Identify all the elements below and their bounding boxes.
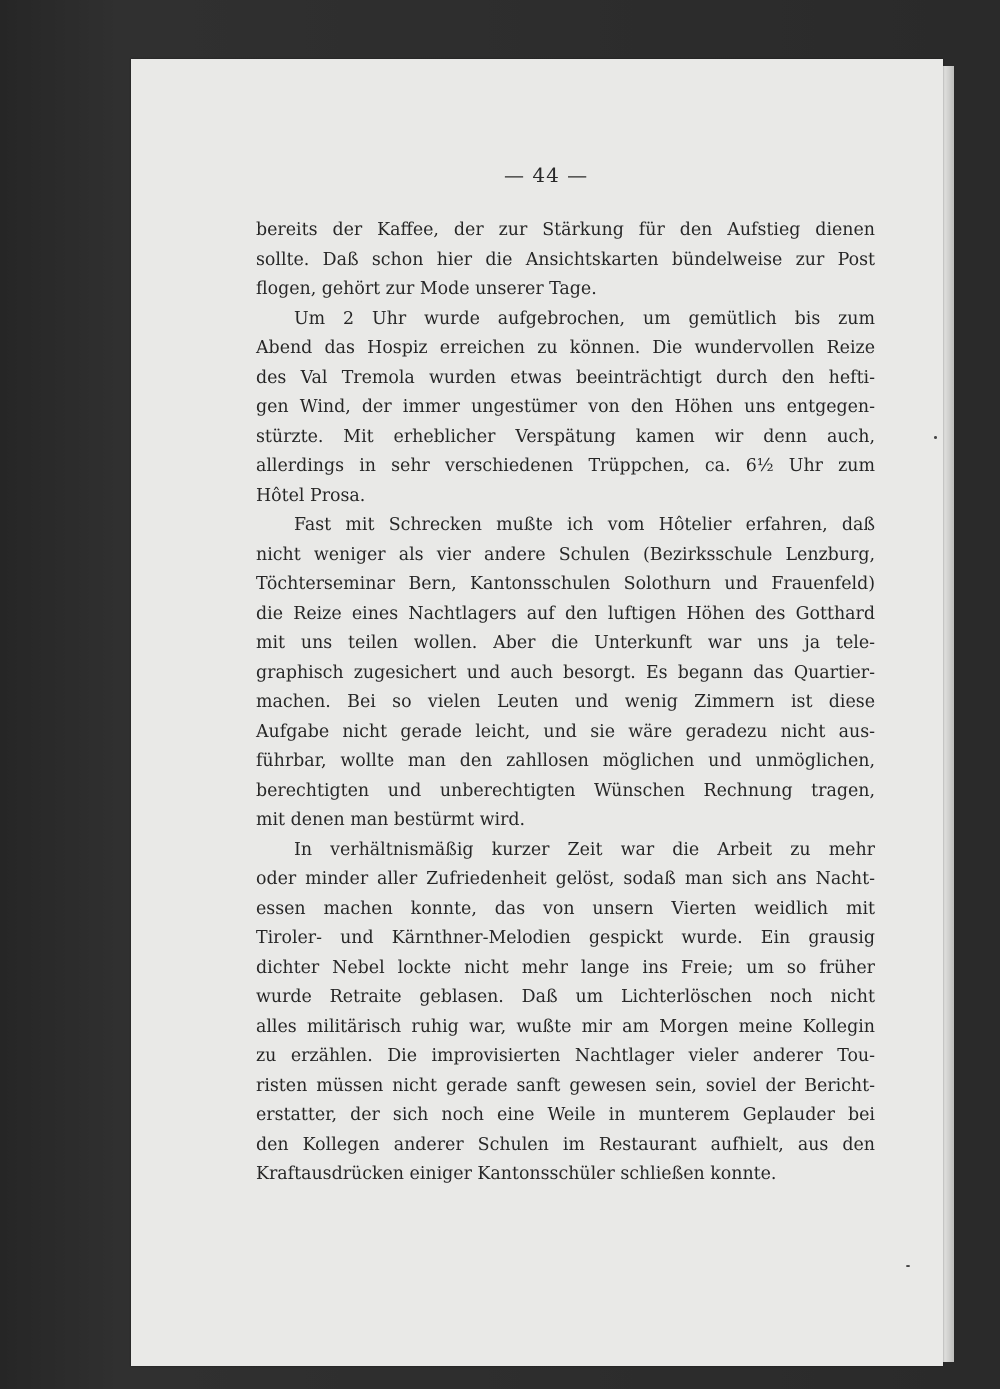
text-line: stürzte. Mit erheblicher Verspätung kamen wir denn auch,: [256, 426, 875, 447]
text-line: allerdings in sehr verschiedenen Trüppchen, ca. 6½ Uhr zum: [256, 456, 875, 476]
text-line: graphisch zugesichert und auch besorgt. Es begann das Quartier-: [256, 662, 875, 683]
text-line: mit denen man bestürmt wird.: [256, 810, 526, 830]
text-line: alles militärisch ruhig war, wußte mir am Morgen meine Kollegin: [256, 1016, 875, 1037]
text-line: dichter Nebel lockte nicht mehr lange ins Freie; um so früher: [256, 957, 875, 978]
page-number: — 44 —: [504, 163, 589, 187]
text-line: Kraftausdrücken einiger Kantonsschüler schließen konnte.: [256, 1164, 777, 1184]
text-line: Um 2 Uhr wurde aufgebrochen, um gemütlich bis zum: [294, 308, 875, 329]
text-line: In verhältnismäßig kurzer Zeit war die Arbeit zu mehr: [294, 839, 875, 860]
text-line: zu erzählen. Die improvisierten Nachtlager vieler anderer Tou-: [256, 1046, 875, 1066]
text-line: oder minder aller Zufriedenheit gelöst, sodaß man sich ans Nacht-: [256, 869, 875, 889]
text-line: nicht weniger als vier andere Schulen (Bezirksschule Lenzburg,: [256, 544, 875, 565]
text-line: machen. Bei so vielen Leuten und wenig Zimmern ist diese: [256, 692, 875, 712]
text-line: Töchterseminar Bern, Kantonsschulen Solothurn und Frauenfeld): [256, 574, 875, 594]
text-line: bereits der Kaffee, der zur Stärkung für den Aufstieg dienen: [256, 220, 875, 240]
dust-speck: [906, 1265, 910, 1267]
text-line: die Reize eines Nachtlagers auf den luftigen Höhen des Gotthard: [256, 603, 875, 624]
text-line: Fast mit Schrecken mußte ich vom Hôtelier erfahren, daß: [294, 515, 875, 535]
text-line: Hôtel Prosa.: [256, 485, 366, 506]
text-line: des Val Tremola wurden etwas beeinträchtigt durch den hefti-: [256, 367, 875, 388]
text-line: den Kollegen anderer Schulen im Restaurant aufhielt, aus den: [256, 1134, 875, 1155]
text-line: erstatter, der sich noch eine Weile in munterem Geplauder bei: [256, 1105, 875, 1125]
text-line: mit uns teilen wollen. Aber die Unterkunft war uns ja tele-: [256, 633, 875, 653]
text-line: risten müssen nicht gerade sanft gewesen sein, soviel der Bericht-: [256, 1075, 875, 1096]
text-line: sollte. Daß schon hier die Ansichtskarten bündelweise zur Post: [256, 249, 875, 270]
text-line: führbar, wollte man den zahllosen möglichen und unmöglichen,: [256, 751, 875, 771]
dust-speck: [934, 436, 937, 439]
text-line: gen Wind, der immer ungestümer von den Höhen uns entgegen-: [256, 397, 875, 417]
text-line: Abend das Hospiz erreichen zu können. Die wundervollen Reize: [256, 338, 875, 358]
text-line: Tiroler- und Kärnthner-Melodien gespickt wurde. Ein grausig: [256, 928, 875, 948]
text-line: flogen, gehört zur Mode unserer Tage.: [256, 279, 597, 299]
text-line: Aufgabe nicht gerade leicht, und sie wäre geradezu nicht aus-: [256, 721, 875, 742]
body-text: [256, 216, 875, 1190]
text-line: essen machen konnte, das von unsern Vierten weidlich mit: [256, 898, 875, 919]
text-line: wurde Retraite geblasen. Daß um Lichterlöschen noch nicht: [256, 987, 875, 1007]
text-line: berechtigten und unberechtigten Wünschen Rechnung tragen,: [256, 780, 875, 801]
